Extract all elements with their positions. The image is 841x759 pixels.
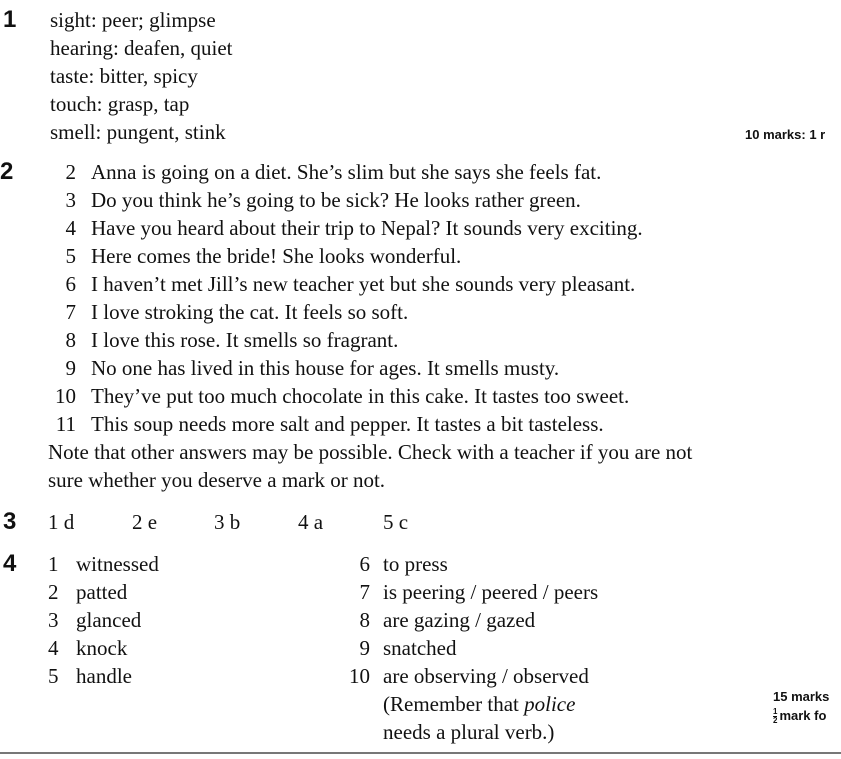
item-number: 3	[48, 608, 59, 632]
item-number: 4	[48, 636, 59, 660]
remember-note-start: (Remember that	[383, 692, 525, 716]
item-text: This soup needs more salt and pepper. It tastes a bit tasteless.	[91, 412, 604, 436]
item-number: 8	[359, 608, 370, 632]
item-text: No one has lived in this house for ages. It smells musty.	[91, 356, 560, 380]
fraction-numerator: 1	[773, 707, 778, 716]
half-mark-text: mark fo	[779, 707, 827, 723]
item-text: snatched	[383, 636, 457, 660]
item-number: 11	[55, 412, 76, 436]
item-text: handle	[76, 664, 132, 688]
item-number: 7	[65, 300, 76, 324]
item-text: to press	[383, 552, 448, 576]
item-number: 1	[48, 552, 59, 576]
match-answer: 2 e	[132, 510, 158, 534]
match-answer: 5 c	[383, 510, 409, 534]
section-4-marks: 15 marks	[773, 689, 830, 704]
item-text: I haven’t met Jill’s new teacher yet but she sounds very pleasant.	[91, 272, 636, 296]
item-number: 3	[65, 188, 76, 212]
section-1-line: taste: bitter, spicy	[50, 64, 198, 88]
item-text: Here comes the bride! She looks wonderful.	[91, 244, 462, 268]
match-answer: 1 d	[48, 510, 75, 534]
section-1-line: smell: pungent, stink	[50, 120, 226, 144]
section-1-line: sight: peer; glimpse	[50, 8, 216, 32]
item-number: 5	[48, 664, 59, 688]
section-1-number: 1	[3, 6, 17, 33]
remember-note-italic: police	[524, 692, 576, 716]
item-text: is peering / peered / peers	[383, 580, 599, 604]
item-text: They’ve put too much chocolate in this cake. It tastes too sweet.	[91, 384, 630, 408]
item-text: Do you think he’s going to be sick? He looks rather green.	[91, 188, 581, 212]
item-number: 10	[55, 384, 76, 408]
item-text: glanced	[76, 608, 142, 632]
section-1-line: hearing: deafen, quiet	[50, 36, 233, 60]
half-fraction	[773, 708, 777, 725]
section-1-marks: 10 marks: 1 r	[745, 127, 826, 142]
item-number: 2	[48, 580, 59, 604]
section-1-line: touch: grasp, tap	[50, 92, 190, 116]
bottom-rule	[0, 752, 841, 754]
item-text: knock	[76, 636, 128, 660]
section-2-note: sure whether you deserve a mark or not.	[48, 468, 386, 492]
item-number: 7	[359, 580, 370, 604]
item-text: witnessed	[76, 552, 159, 576]
section-4-number: 4	[3, 550, 17, 577]
match-answer: 3 b	[214, 510, 241, 534]
item-text: I love stroking the cat. It feels so soft.	[91, 300, 409, 324]
fraction-denominator: 2	[773, 716, 778, 725]
item-text: patted	[76, 580, 128, 604]
item-text: I love this rose. It smells so fragrant.	[91, 328, 399, 352]
item-text: are observing / observed	[383, 664, 589, 688]
item-text: are gazing / gazed	[383, 608, 536, 632]
item-text: Anna is going on a diet. She’s slim but she says she feels fat.	[91, 160, 602, 184]
item-number: 9	[359, 636, 370, 660]
section-4-half-mark	[773, 708, 826, 725]
item-number: 10	[349, 664, 370, 688]
section-2-note: Note that other answers may be possible. Check with a teacher if you are not	[48, 440, 693, 464]
match-answer: 4 a	[298, 510, 324, 534]
item-number: 4	[65, 216, 76, 240]
item-number: 9	[65, 356, 76, 380]
item-number: 6	[65, 272, 76, 296]
remember-note-end: needs a plural verb.)	[383, 720, 555, 744]
section-3-number: 3	[3, 508, 17, 535]
item-number: 5	[65, 244, 76, 268]
item-text: Have you heard about their trip to Nepal? It sounds very exciting.	[91, 216, 643, 240]
remember-note	[383, 694, 575, 715]
item-number: 8	[65, 328, 76, 352]
item-number: 6	[359, 552, 370, 576]
item-number: 2	[65, 160, 76, 184]
section-2-number: 2	[0, 158, 14, 185]
